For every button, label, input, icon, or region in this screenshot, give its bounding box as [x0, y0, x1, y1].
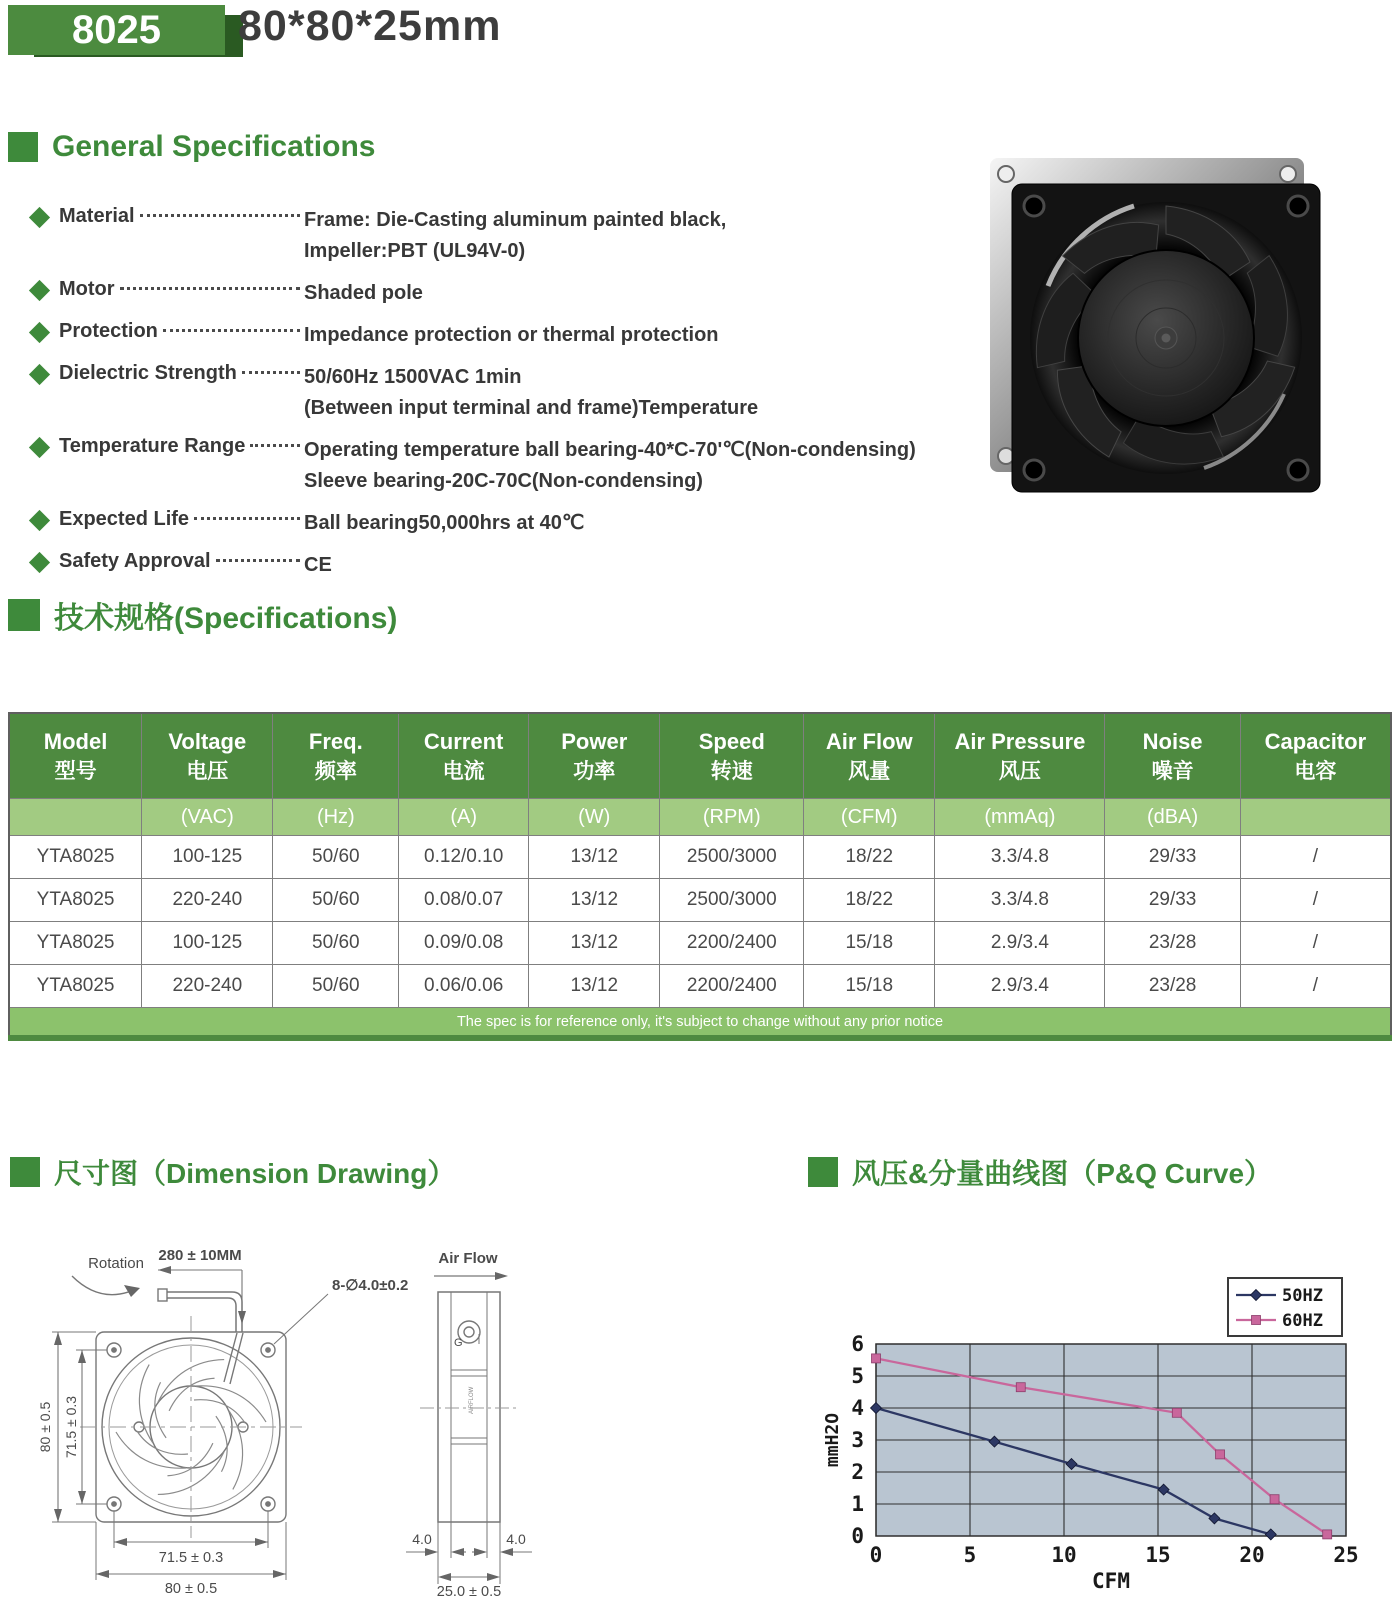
x-tick-label: 25	[1333, 1543, 1359, 1567]
y-tick-label: 0	[851, 1524, 864, 1548]
spec-item-value-line: Impeller:PBT (UL94V-0)	[304, 240, 526, 262]
col-unit-voltage: (VAC)	[142, 799, 273, 836]
table-cell: YTA8025	[9, 836, 142, 879]
col-header-freq-: Freq. 频率	[273, 713, 399, 799]
table-cell: 2500/3000	[660, 879, 804, 922]
spec-table-footer-row	[9, 1008, 1391, 1039]
spec-item-label: Temperature Range	[59, 435, 246, 457]
table-cell: 13/12	[529, 879, 660, 922]
table-row	[9, 879, 1391, 922]
dim-airflow-label: Air Flow	[438, 1250, 498, 1267]
data-marker-square	[1323, 1530, 1332, 1539]
dot-leader	[194, 517, 300, 520]
data-marker-square	[1172, 1408, 1181, 1417]
spec-table	[8, 712, 1392, 1041]
col-unit-air-flow: (CFM)	[804, 799, 935, 836]
table-cell: 18/22	[804, 836, 935, 879]
table-cell: 100-125	[142, 836, 273, 879]
model-badge: 8025	[8, 5, 225, 55]
y-tick-label: 6	[851, 1332, 864, 1356]
dim-flange-left-label: 4.0	[412, 1531, 432, 1547]
dim-motor-mark: G	[454, 1337, 463, 1349]
col-header-power: Power 功率	[529, 713, 660, 799]
green-square-icon	[10, 1157, 40, 1187]
table-cell: 15/18	[804, 965, 935, 1008]
dim-wire-length-label: 280 ± 10MM	[158, 1247, 242, 1264]
spec-item-expected-life	[32, 508, 962, 539]
spec-item-value	[304, 320, 962, 351]
table-cell: 2200/2400	[660, 922, 804, 965]
diamond-bullet-icon	[29, 510, 50, 531]
table-cell: 220-240	[142, 965, 273, 1008]
legend-label-60hz: 60HZ	[1282, 1311, 1323, 1331]
table-cell: 2.9/3.4	[935, 922, 1105, 965]
dim-height-outer-label: 80 ± 0.5	[37, 1401, 53, 1453]
table-cell: 2500/3000	[660, 836, 804, 879]
spec-item-value	[304, 435, 962, 497]
table-cell: YTA8025	[9, 879, 142, 922]
spec-item-dielectric-strength	[32, 362, 962, 424]
data-marker-square	[1016, 1383, 1025, 1392]
data-marker-square	[872, 1354, 881, 1363]
spec-item-label: Protection	[59, 320, 158, 342]
table-cell: 2.9/3.4	[935, 965, 1105, 1008]
dimension-drawing	[36, 1232, 736, 1601]
y-tick-label: 2	[851, 1460, 864, 1484]
table-row	[9, 965, 1391, 1008]
diamond-bullet-icon	[29, 437, 50, 458]
diamond-bullet-icon	[29, 322, 50, 343]
col-unit-power: (W)	[529, 799, 660, 836]
y-tick-label: 4	[851, 1396, 864, 1420]
dim-width-inner-label: 71.5 ± 0.3	[158, 1550, 224, 1566]
spec-item-label: Material	[59, 205, 135, 227]
table-cell: 0.08/0.07	[399, 879, 529, 922]
col-unit-capacitor	[1240, 799, 1391, 836]
table-cell: 0.06/0.06	[399, 965, 529, 1008]
col-header-capacitor: Capacitor 电容	[1240, 713, 1391, 799]
spec-item-value-line: CE	[304, 554, 332, 576]
diamond-bullet-icon	[29, 552, 50, 573]
spec-item-motor	[32, 278, 962, 309]
table-cell: 29/33	[1105, 836, 1240, 879]
table-cell: /	[1240, 922, 1391, 965]
col-header-current: Current 电流	[399, 713, 529, 799]
y-axis-label: mmH2O	[822, 1412, 843, 1468]
dim-flange-right-label: 4.0	[506, 1531, 526, 1547]
table-cell: 23/28	[1105, 965, 1240, 1008]
table-cell: 13/12	[529, 922, 660, 965]
dot-leader	[242, 371, 300, 374]
spec-item-protection	[32, 320, 962, 351]
dim-depth-label: 25.0 ± 0.5	[436, 1584, 502, 1600]
pq-curve-heading-text: 风压&分量曲线图（P&Q Curve）	[852, 1158, 1273, 1189]
dot-leader	[120, 287, 300, 290]
spec-item-value-line: Operating temperature ball bearing-40*C-70'℃(Non-condensing)	[304, 439, 916, 461]
table-row	[9, 836, 1391, 879]
table-cell: 18/22	[804, 879, 935, 922]
table-cell: 50/60	[273, 965, 399, 1008]
table-cell: 50/60	[273, 922, 399, 965]
dim-side-tiny-label: AIRFLOW	[469, 1386, 475, 1414]
spec-item-label: Motor	[59, 278, 115, 300]
spec-item-value-line: Frame: Die-Casting aluminum painted black,	[304, 209, 727, 231]
table-cell: 3.3/4.8	[935, 879, 1105, 922]
table-cell: 50/60	[273, 836, 399, 879]
table-cell: 2200/2400	[660, 965, 804, 1008]
table-cell: 13/12	[529, 836, 660, 879]
col-header-noise: Noise 噪音	[1105, 713, 1240, 799]
data-marker-square	[1252, 1316, 1261, 1325]
table-cell: /	[1240, 965, 1391, 1008]
col-unit-noise: (dBA)	[1105, 799, 1240, 836]
spec-item-value	[304, 508, 962, 539]
col-header-air-flow: Air Flow 风量	[804, 713, 935, 799]
pq-chart	[818, 1238, 1390, 1601]
table-footnote: The spec is for reference only, it's subject to change without any prior notice	[9, 1008, 1391, 1039]
product-photo	[982, 156, 1338, 536]
page-title: 80*80*25mm	[238, 2, 502, 50]
spec-table-heading	[8, 593, 397, 637]
y-tick-label: 5	[851, 1364, 864, 1388]
spec-item-temperature-range	[32, 435, 962, 497]
general-specs-heading	[8, 130, 375, 164]
green-square-icon	[808, 1157, 838, 1187]
col-unit-air-pressure: (mmAq)	[935, 799, 1105, 836]
table-cell: YTA8025	[9, 965, 142, 1008]
x-axis-label: CFM	[1092, 1569, 1130, 1593]
x-tick-label: 5	[963, 1543, 977, 1567]
data-marker-square	[1216, 1450, 1225, 1459]
y-tick-label: 3	[851, 1428, 864, 1452]
spec-item-material	[32, 205, 962, 267]
dim-rotation-label: Rotation	[88, 1255, 144, 1272]
table-cell: 29/33	[1105, 879, 1240, 922]
dot-leader	[163, 329, 300, 332]
dot-leader	[250, 444, 300, 447]
spec-item-label: Expected Life	[59, 508, 190, 530]
x-tick-label: 15	[1145, 1543, 1171, 1567]
table-cell: /	[1240, 836, 1391, 879]
spec-item-value	[304, 362, 962, 424]
green-square-icon	[8, 599, 40, 631]
table-cell: 220-240	[142, 879, 273, 922]
table-row	[9, 922, 1391, 965]
x-tick-label: 0	[869, 1543, 883, 1567]
col-unit-model	[9, 799, 142, 836]
col-header-air-pressure: Air Pressure 风压	[935, 713, 1105, 799]
data-marker-square	[1270, 1495, 1279, 1504]
table-cell: 13/12	[529, 965, 660, 1008]
table-cell: YTA8025	[9, 922, 142, 965]
spec-item-value-line: 50/60Hz 1500VAC 1min	[304, 366, 522, 388]
dimension-heading	[10, 1152, 455, 1192]
green-square-icon	[8, 132, 38, 162]
spec-item-label: Dielectric Strength	[59, 362, 237, 384]
spec-item-value	[304, 278, 962, 309]
spec-item-value-line: (Between input terminal and frame)Temperature	[304, 397, 759, 419]
general-specs-heading-text: General Specifications	[52, 130, 376, 163]
col-unit-freq-: (Hz)	[273, 799, 399, 836]
spec-item-label: Safety Approval	[59, 550, 211, 572]
table-cell: 15/18	[804, 922, 935, 965]
legend-label-50hz: 50HZ	[1282, 1286, 1323, 1306]
col-header-model: Model 型号	[9, 713, 142, 799]
spec-item-value-line: Ball bearing50,000hrs at 40℃	[304, 512, 585, 534]
dot-leader	[140, 214, 300, 217]
x-tick-label: 10	[1051, 1543, 1077, 1567]
diamond-bullet-icon	[29, 207, 50, 228]
diamond-bullet-icon	[29, 364, 50, 385]
dim-holes-label: 8-∅4.0±0.2	[332, 1277, 409, 1294]
spec-item-value-line: Shaded pole	[304, 282, 423, 304]
table-cell: 23/28	[1105, 922, 1240, 965]
x-tick-label: 20	[1239, 1543, 1265, 1567]
dim-height-inner-label: 71.5 ± 0.3	[63, 1395, 79, 1459]
col-unit-speed: (RPM)	[660, 799, 804, 836]
spec-item-safety-approval	[32, 550, 962, 581]
y-tick-label: 1	[851, 1492, 864, 1516]
dot-leader	[216, 559, 300, 562]
table-cell: 50/60	[273, 879, 399, 922]
spec-table-heading-text: 技术规格(Specifications)	[54, 602, 398, 635]
dim-width-outer-label: 80 ± 0.5	[164, 1581, 218, 1597]
col-unit-current: (A)	[399, 799, 529, 836]
spec-item-value	[304, 205, 962, 267]
table-cell: 3.3/4.8	[935, 836, 1105, 879]
table-cell: 100-125	[142, 922, 273, 965]
dimension-heading-text: 尺寸图（Dimension Drawing）	[54, 1158, 456, 1189]
pq-curve-heading	[808, 1152, 1272, 1192]
spec-table-header-row	[9, 713, 1391, 799]
table-cell: 0.12/0.10	[399, 836, 529, 879]
table-cell: 0.09/0.08	[399, 922, 529, 965]
table-cell: /	[1240, 879, 1391, 922]
col-header-speed: Speed 转速	[660, 713, 804, 799]
col-header-voltage: Voltage 电压	[142, 713, 273, 799]
spec-item-value-line: Sleeve bearing-20C-70C(Non-condensing)	[304, 470, 703, 492]
general-specs-list	[32, 205, 962, 592]
spec-item-value	[304, 550, 962, 581]
diamond-bullet-icon	[29, 280, 50, 301]
spec-item-value-line: Impedance protection or thermal protection	[304, 324, 719, 346]
spec-table-units-row	[9, 799, 1391, 836]
